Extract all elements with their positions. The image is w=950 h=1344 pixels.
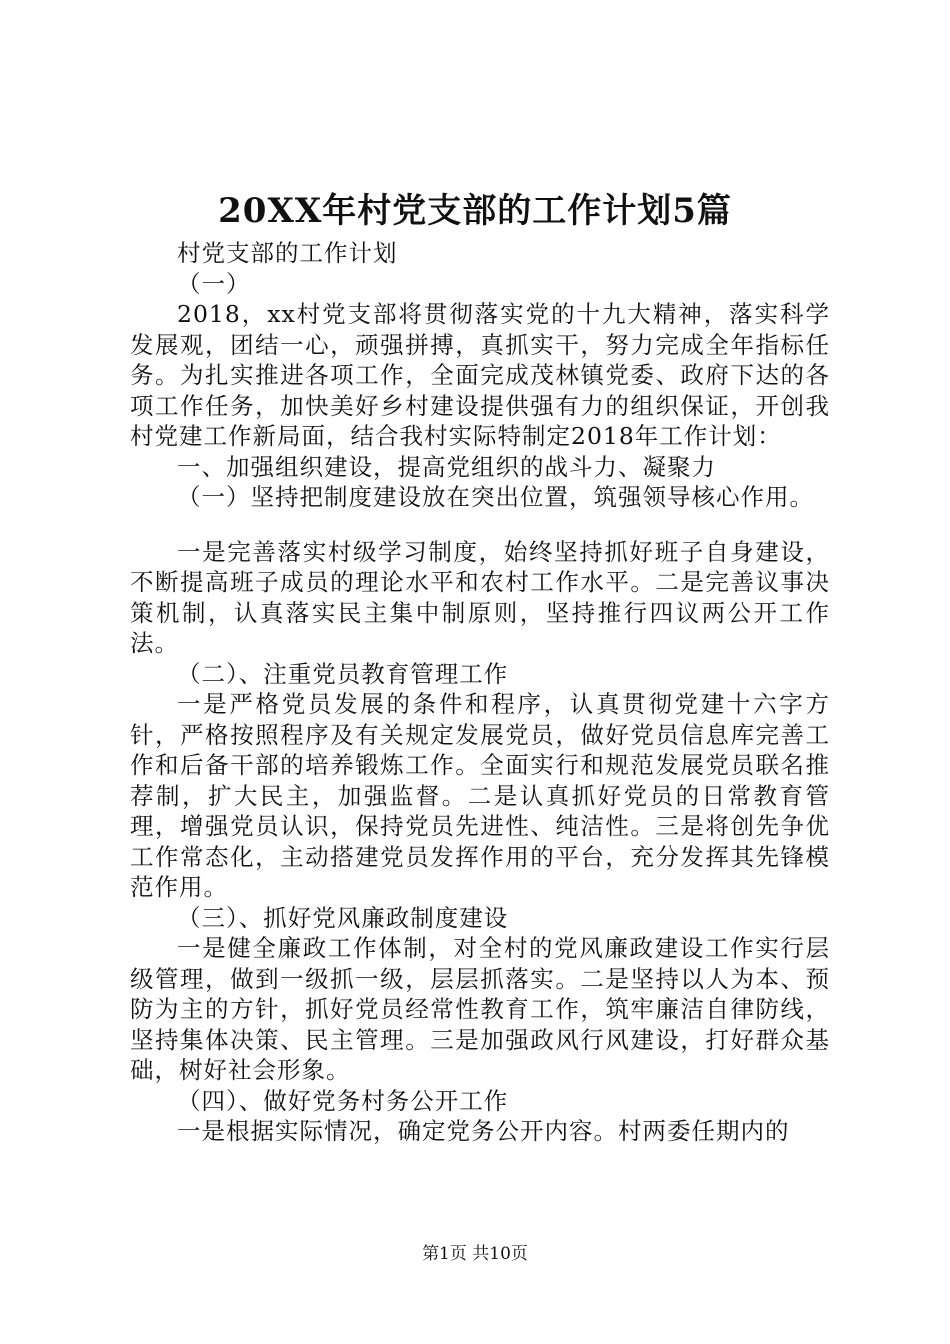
paragraph-subtitle: 村党支部的工作计划 [177, 239, 398, 267]
paragraph-body-3: 一是健全廉政工作体制，对全村的党风廉政建设工作实行层级管理，做到一级抓一级，层层抓落实。二是坚持以人为本、预防为主的方针，抓好党员经常性教育工作，筑牢廉洁自律防线，坚持集体决策、民主管理。三是加强政风行风建设，打好群众基础，树好社会形象。 [130, 934, 830, 1084]
paragraph-body-4: 一是根据实际情况，确定党务公开内容。村两委任期内的 [177, 1117, 790, 1145]
paragraph-subheading-1: （一）坚持把制度建设放在突出位置，筑强领导核心作用。 [177, 483, 814, 511]
paragraph-body-2: 一是严格党员发展的条件和程序，认真贯彻党建十六字方针，严格按照程序及有关规定发展党员，做好党员信息库完善工作和后备干部的培养锻炼工作。全面实行和规范发展党员联名推荐制，扩大民主，加强监督。二是认真抓好党员的日常教育管理，增强党员认识，保持党员先进性、纯洁性。三是将创先争优工作常态化，主动搭建党员发挥作用的平台，充分发挥其先锋模范作用。 [130, 690, 830, 901]
paragraph-section-marker: （一） [177, 269, 251, 298]
document-body [130, 238, 830, 1147]
paragraph-intro: 2018，xx村党支部将贯彻落实党的十九大精神，落实科学发展观，团结一心，顽强拼搏，真抓实干，努力完成全年指标任务。为扎实推进各项工作，全面完成茂林镇党委、政府下达的各项工作任务，加快美好乡村建设提供强有力的组织保证，开创我村党建工作新局面，结合我村实际特制定2018年工作计划： [130, 300, 830, 450]
paragraph-heading-1: 一、加强组织建设，提高党组织的战斗力、凝聚力 [177, 452, 716, 481]
paragraph-gap [130, 513, 830, 537]
paragraph-subheading-3: （三）、抓好党风廉政制度建设 [177, 903, 509, 932]
paragraph-subheading-2: （二）、注重党员教育管理工作 [177, 659, 509, 688]
paragraph-body-1: 一是完善落实村级学习制度，始终坚持抓好班子自身建设，不断提高班子成员的理论水平和农村工作水平。二是完善议事决策机制，认真落实民主集中制原则，坚持推行四议两公开工作法。 [130, 537, 830, 657]
paragraph-subheading-4: （四）、做好党务村务公开工作 [177, 1086, 509, 1115]
page-footer: 第1页 共10页 [422, 1244, 528, 1264]
document-title: 20XX年村党支部的工作计划5篇 [218, 191, 732, 231]
